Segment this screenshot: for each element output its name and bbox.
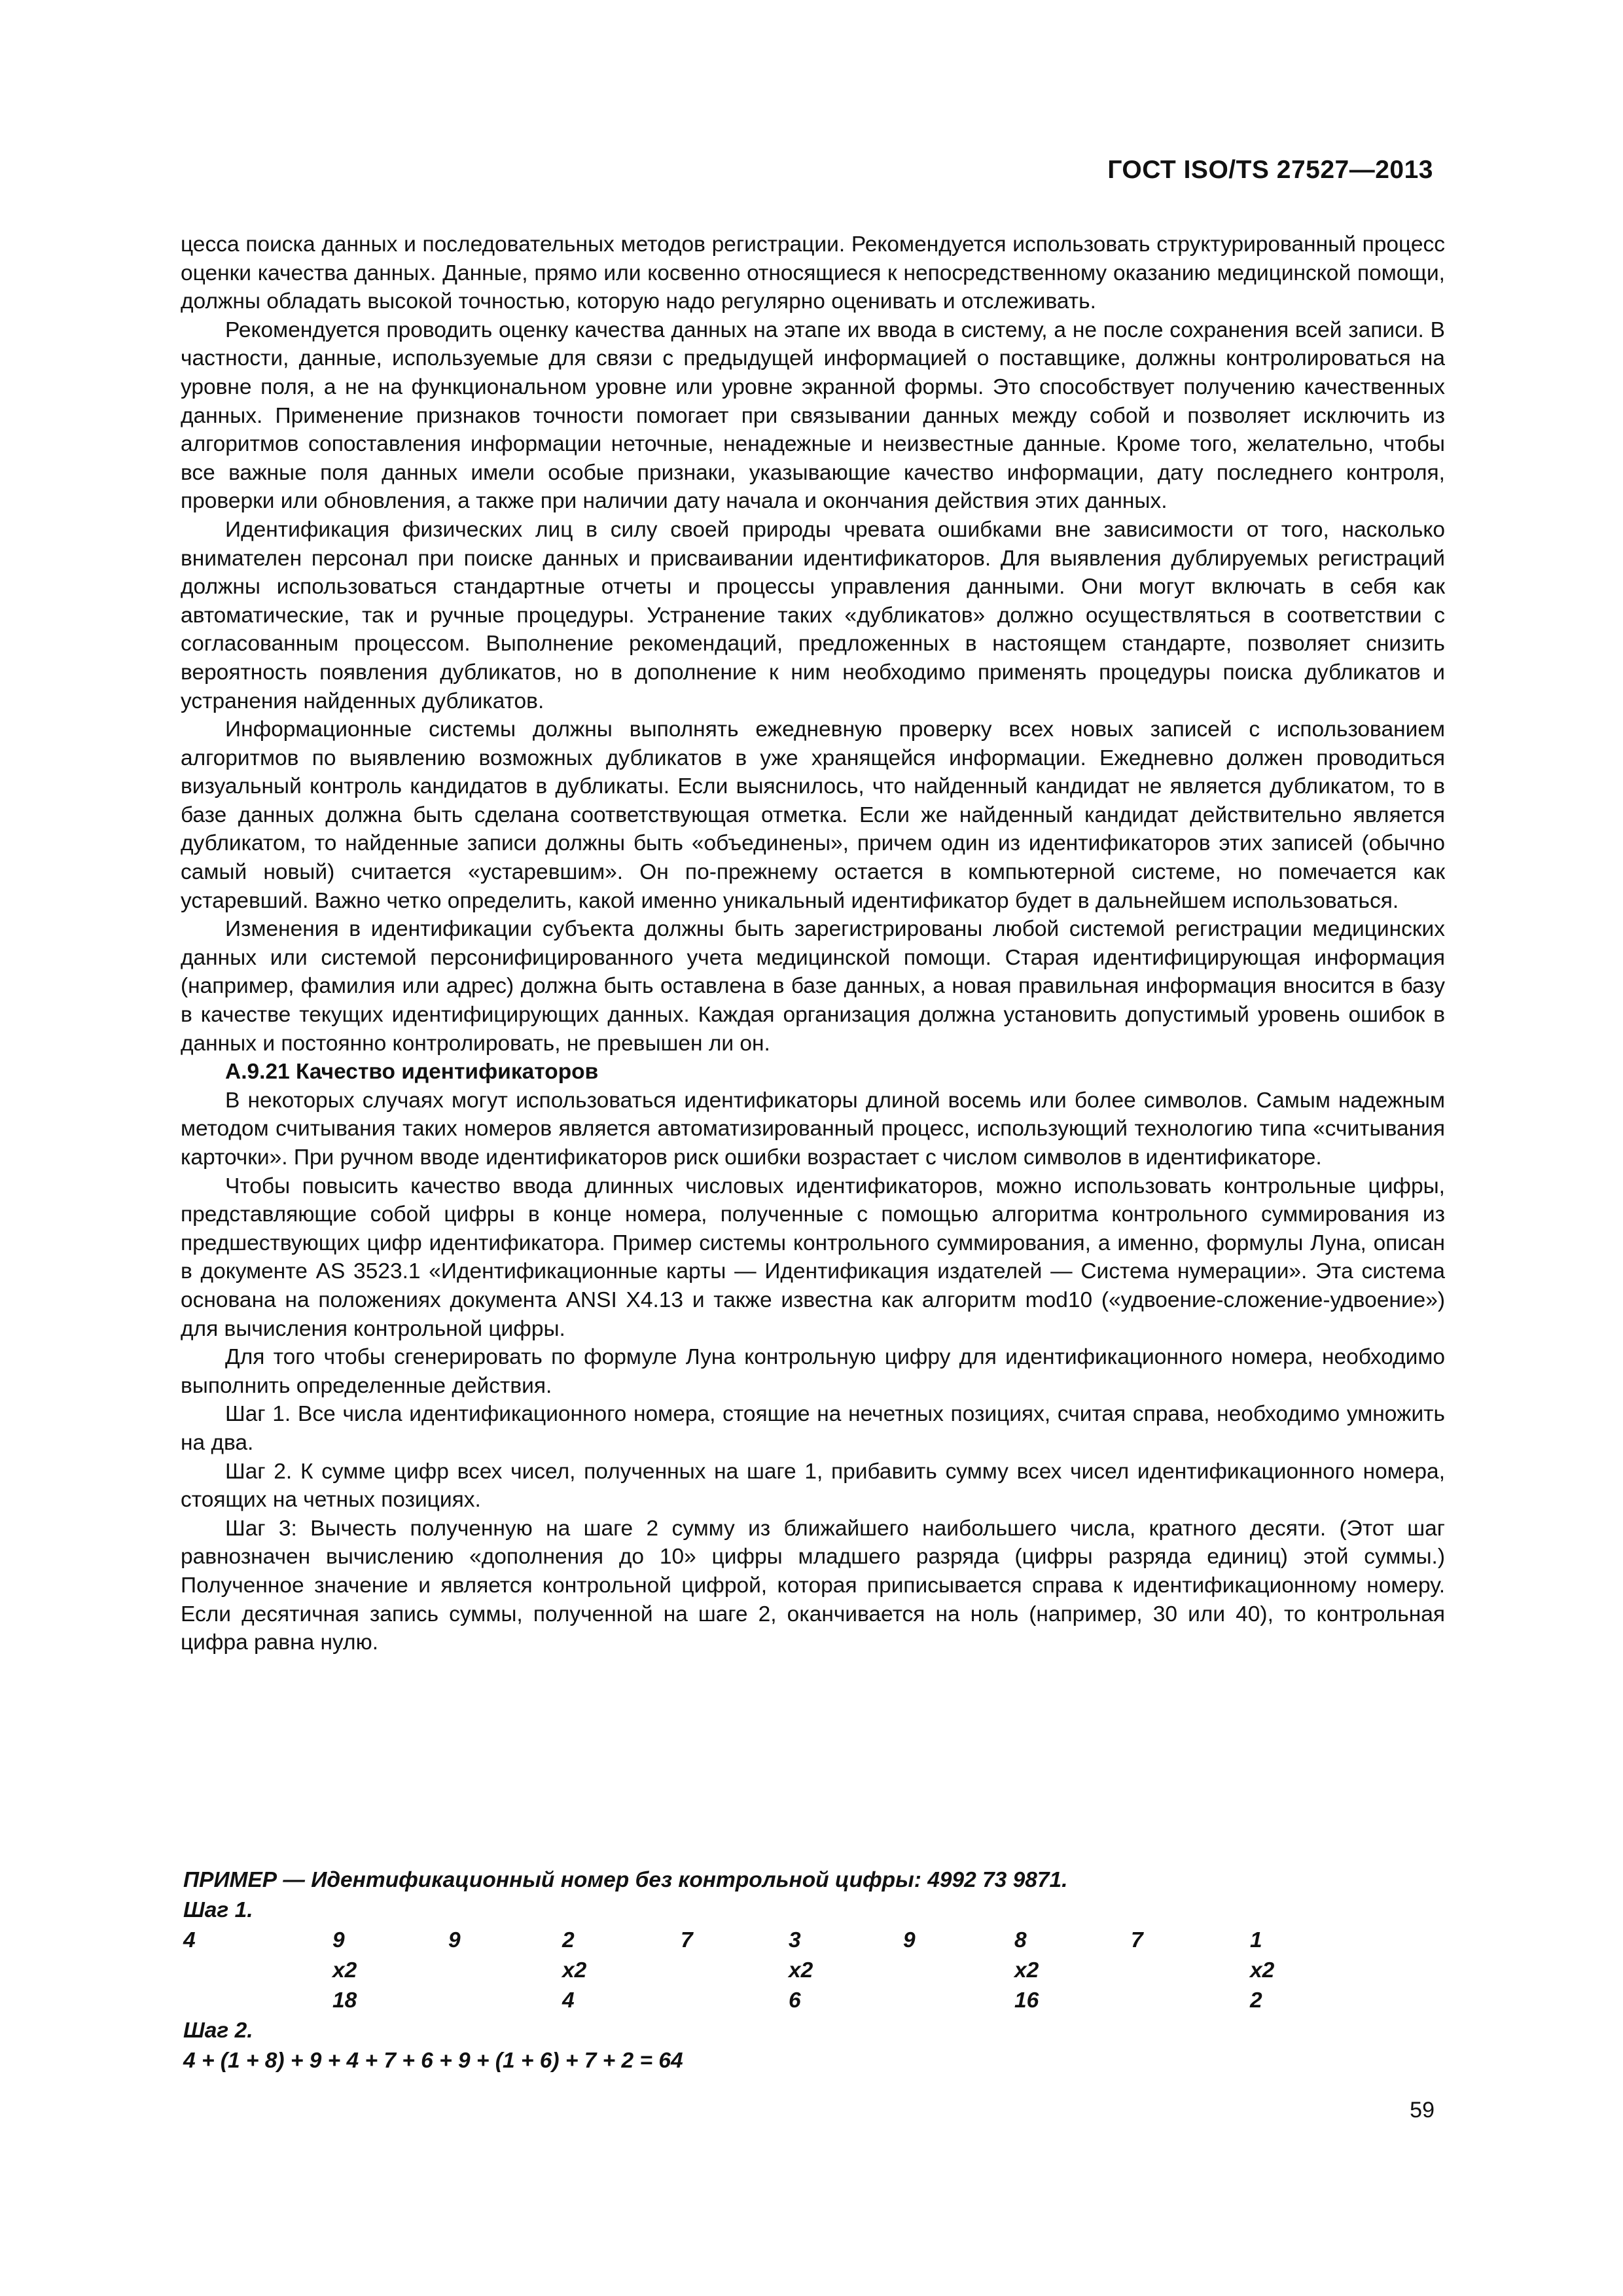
page-number: 59 — [1410, 2098, 1435, 2123]
digit-cell: 1 — [1250, 1928, 1262, 1952]
digit-cell: 9 — [448, 1928, 461, 1952]
digit-cell: 2 — [562, 1928, 575, 1952]
subsection-heading — [181, 1058, 1445, 1086]
paragraph: Для того чтобы сгенерировать по формуле Луна контрольную цифру для идентификационного номера, необходимо выполнить определенные действия. — [181, 1345, 1445, 1398]
paragraph: Информационные системы должны выполнять ежедневную проверку всех новых записей с использованием алгоритмов по выявлению возможных дубликатов в уже хранящейся информации. Ежедневно должен проводиться визуальный контроль кандидатов в дубликаты. Если выяснилось, что найденный кандидат не является дубликатом, то в базе данных должна быть сделана соответствующая отметка. Если же найденный кандидат действительно является дубликатом, то найденные записи должны быть «объединены», причем один из идентификаторов этих записей (обычно самый новый) считается «устаревшим». Он по-прежнему остается в компьютерной системе, но помечается как устаревший. Важно четко определить, какой именно уникальный идентификатор будет в дальнейшем использоваться. — [181, 717, 1445, 913]
step-paragraph — [181, 1400, 1445, 1457]
subsection-number: А.9.21 — [225, 1060, 290, 1085]
digit-cell: 8 — [1014, 1928, 1027, 1952]
digit-cell: 4 — [183, 1928, 196, 1952]
step-text: К сумме цифр всех чисел, полученных на шаге 1, прибавить сумму всех чисел идентификационного номера, стоящих на четных позициях. — [181, 1459, 1445, 1513]
step-paragraph — [181, 1515, 1445, 1657]
product-cell: 6 — [789, 1988, 801, 2013]
step-text: Все числа идентификационного номера, стоящие на нечетных позициях, считая справа, необходимо умножить на два. — [181, 1402, 1445, 1455]
digit-cell: 7 — [1131, 1928, 1143, 1952]
example-step1-label: Шаг 1. — [183, 1898, 253, 1922]
example-step2-formula: 4 + (1 + 8) + 9 + 4 + 7 + 6 + 9 + (1 + 6) + 7 + 2 = 64 — [183, 2049, 683, 2073]
products-row — [183, 1986, 1296, 2016]
paragraph: В некоторых случаях могут использоваться идентификаторы длиной восемь или более символов. Самым надежным методом считывания таких номеров является автоматизированный процесс, использующий технологию типа «считывания карточки». При ручном вводе идентификаторов риск ошибки возрастает с числом символов в идентификаторе. — [181, 1088, 1445, 1170]
digit-cell: 3 — [789, 1928, 801, 1952]
step-label: Шаг 1. — [225, 1402, 291, 1427]
digit-cell: 7 — [681, 1928, 693, 1952]
example-step2-label: Шаг 2. — [183, 2018, 253, 2043]
paragraph: Чтобы повысить качество ввода длинных числовых идентификаторов, можно использовать контрольные цифры, представляющие собой цифры в конце номера, полученные с помощью алгоритма контрольного суммирования из предшествующих цифр идентификатора. Пример системы контрольного суммирования, а именно, формулы Луна, описан в документе AS 3523.1 «Идентификационные карты — Идентификация издателей — Система нумерации». Эта система основана на положениях документа ANSI X4.13 и также известна как алгоритм mod10 («удвоение-сложение-удвоение») для вычисления контрольной цифры. — [181, 1174, 1445, 1341]
step-text: Вычесть полученную на шаге 2 сумму из ближайшего наибольшего числа, кратного десяти. (Этот шаг равнозначен вычислению «дополнения до 10» цифры младшего разряда (цифры разряда единиц) этой суммы.) Полученное значение и является контрольной цифрой, которая приписывается справа к идентификационному номеру. Если десятичная запись суммы, полученной на шаге 2, оканчивается на ноль (например, 30 или 40), то контрольная цифра равна нулю. — [181, 1516, 1445, 1655]
multiplier-cell: x2 — [1014, 1958, 1039, 1982]
step-label: Шаг 3: — [225, 1516, 297, 1541]
example-title: ПРИМЕР — Идентификационный номер без контрольной цифры: 4992 73 9871. — [183, 1868, 1068, 1892]
paragraph: Идентификация физических лиц в силу своей природы чревата ошибками вне зависимости от того, насколько внимателен персонал при поиске данных и присваивании идентификаторов. Для выявления дублируемых регистраций должны использоваться стандартные отчеты и процессы управления данными. Они могут включать в себя как автоматические, так и ручные процедуры. Устранение таких «дубликатов» должно осуществляться в соответствии с согласованным процессом. Выполнение рекомендаций, предложенных в настоящем стандарте, позволяет снизить вероятность появления дубликатов, но в дополнение к ним необходимо применять процедуры поиска дубликатов и устранения найденных дубликатов. — [181, 517, 1445, 713]
body-text — [181, 230, 1445, 1657]
digit-cell: 9 — [903, 1928, 916, 1952]
example-block — [183, 1865, 1296, 2076]
digits-row — [183, 1926, 1296, 1956]
multipliers-row — [183, 1956, 1296, 1986]
product-cell: 18 — [332, 1988, 357, 2013]
paragraph: Изменения в идентификации субъекта должны быть зарегистрированы любой системой регистрации медицинских данных или системой персонифицированного учета медицинской помощи. Старая идентифицирующая информация (например, фамилия или адрес) должна быть оставлена в базе данных, а новая правильная информация вносится в базу в качестве текущих идентифицирующих данных. Каждая организация должна установить допустимый уровень ошибок в данных и постоянно контролировать, не превышен ли он. — [181, 917, 1445, 1056]
product-cell: 4 — [562, 1988, 575, 2013]
digit-cell: 9 — [332, 1928, 345, 1952]
paragraph: цесса поиска данных и последовательных методов регистрации. Рекомендуется использовать структурированный процесс оценки качества данных. Данные, прямо или косвенно относящиеся к непосредственному оказанию медицинской помощи, должны обладать высокой точностью, которую надо регулярно оценивать и отслеживать. — [181, 232, 1445, 314]
multiplier-cell: x2 — [789, 1958, 813, 1982]
multiplier-cell: x2 — [562, 1958, 587, 1982]
multiplier-cell: x2 — [332, 1958, 357, 1982]
paragraph: Рекомендуется проводить оценку качества данных на этапе их ввода в систему, а не после сохранения всей записи. В частности, данные, используемые для связи с предыдущей информацией о поставщике, должны контролироваться на уровне поля, а не на функциональном уровне или уровне экранной формы. Это способствует получению качественных данных. Применение признаков точности помогает при связывании данных между собой и позволяет исключить из алгоритмов сопоставления информации неточные, ненадежные и неизвестные данные. Кроме того, желательно, чтобы все важные поля данных имели особые признаки, указывающие качество информации, дату последнего контроля, проверки или обновления, а также при наличии дату начала и окончания действия этих данных. — [181, 317, 1445, 514]
multiplier-cell: x2 — [1250, 1958, 1275, 1982]
product-cell: 2 — [1250, 1988, 1262, 2013]
product-cell: 16 — [1014, 1988, 1039, 2013]
step-label: Шаг 2. — [225, 1459, 293, 1484]
document-header: ГОСТ ISO/TS 27527—2013 — [1107, 156, 1433, 184]
step-paragraph — [181, 1458, 1445, 1515]
subsection-title: Качество идентификаторов — [296, 1060, 599, 1085]
